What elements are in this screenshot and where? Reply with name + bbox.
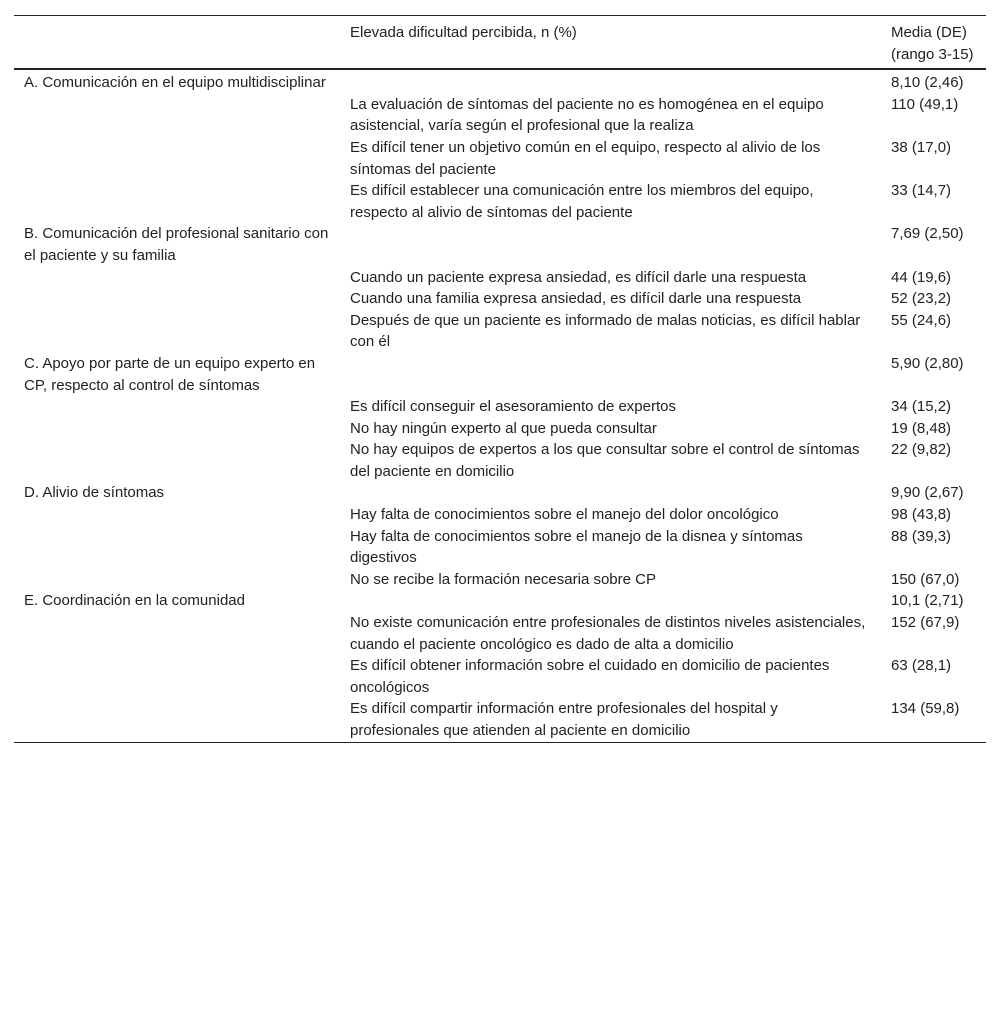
item-count-value: 52 (23,2) xyxy=(891,290,952,308)
item-empty xyxy=(14,526,340,569)
item-count-value: 33 (14,7) xyxy=(891,182,952,200)
item-text: No hay ningún experto al que pueda consultar xyxy=(350,419,657,437)
table-container xyxy=(14,15,986,743)
section-row xyxy=(14,69,986,94)
item-count-value: 34 (15,2) xyxy=(891,398,952,416)
item-empty xyxy=(14,267,340,289)
item-row xyxy=(14,94,986,137)
item-row xyxy=(14,698,986,742)
item-empty xyxy=(14,418,340,440)
item-row xyxy=(14,418,986,440)
section-row xyxy=(14,590,986,612)
item-count-value: 152 (67,9) xyxy=(891,614,960,632)
section-label: D. Alivio de síntomas xyxy=(24,484,165,502)
section-mean-value: 5,90 (2,80) xyxy=(891,354,964,372)
section-label: C. Apoyo por parte de un equipo experto en CP, respecto al control de síntomas xyxy=(24,354,316,394)
section-row xyxy=(14,482,986,504)
section-label: B. Comunicación del profesional sanitario con el paciente y su familia xyxy=(24,225,329,264)
item-text: Es difícil tener un objetivo común en el equipo, respecto al alivio de los síntomas del paciente xyxy=(350,138,821,178)
item-empty xyxy=(14,504,340,526)
item-row xyxy=(14,655,986,698)
header-mean: Media (DE) (rango 3-15) xyxy=(891,24,974,63)
item-count-value: 150 (67,0) xyxy=(891,570,960,588)
header-empty xyxy=(14,16,340,70)
section-row xyxy=(14,223,986,266)
item-row xyxy=(14,310,986,353)
item-text: No existe comunicación entre profesionales de distintos niveles asistenciales, cuando el paciente oncológico es dado de alta a domicilio xyxy=(350,614,866,653)
item-row xyxy=(14,137,986,180)
item-row xyxy=(14,504,986,526)
item-text: Cuando una familia expresa ansiedad, es difícil darle una respuesta xyxy=(350,290,802,308)
item-text: Hay falta de conocimientos sobre el manejo del dolor oncológico xyxy=(350,506,779,524)
item-count-value: 38 (17,0) xyxy=(891,138,952,156)
header-row xyxy=(14,16,986,70)
item-text: Es difícil establecer una comunicación entre los miembros del equipo, respecto al alivio de síntomas del paciente xyxy=(350,182,814,221)
item-empty xyxy=(14,94,340,137)
section-empty xyxy=(340,590,881,612)
item-count-value: 88 (39,3) xyxy=(891,527,952,545)
item-empty xyxy=(14,698,340,742)
item-count-value: 63 (28,1) xyxy=(891,657,952,675)
section-empty xyxy=(340,69,881,94)
item-empty xyxy=(14,137,340,180)
section-row xyxy=(14,353,986,396)
item-row xyxy=(14,180,986,223)
item-text: No hay equipos de expertos a los que consultar sobre el control de síntomas del paciente en domicilio xyxy=(350,441,860,480)
item-count-value: 110 (49,1) xyxy=(891,95,959,113)
item-row xyxy=(14,612,986,655)
section-empty xyxy=(340,223,881,266)
item-row xyxy=(14,569,986,591)
table-header xyxy=(14,16,986,70)
item-text: Es difícil obtener información sobre el cuidado en domicilio de pacientes oncológicos xyxy=(350,657,830,696)
item-row xyxy=(14,288,986,310)
item-empty xyxy=(14,655,340,698)
item-empty xyxy=(14,180,340,223)
section-empty xyxy=(340,482,881,504)
item-row xyxy=(14,526,986,569)
item-empty xyxy=(14,288,340,310)
section-mean-value: 7,69 (2,50) xyxy=(891,225,964,243)
item-text: Hay falta de conocimientos sobre el manejo de la disnea y síntomas digestivos xyxy=(350,527,803,567)
item-text: Es difícil conseguir el asesoramiento de expertos xyxy=(350,398,677,416)
item-empty xyxy=(14,439,340,482)
item-empty xyxy=(14,310,340,353)
item-count-value: 22 (9,82) xyxy=(891,441,952,459)
table-body xyxy=(14,69,986,742)
item-count-value: 19 (8,48) xyxy=(891,419,952,437)
section-label: E. Coordinación en la comunidad xyxy=(24,592,245,610)
section-mean-value: 9,90 (2,67) xyxy=(891,484,964,502)
item-count-value: 55 (24,6) xyxy=(891,311,952,329)
item-text: Cuando un paciente expresa ansiedad, es difícil darle una respuesta xyxy=(350,268,807,286)
item-count-value: 44 (19,6) xyxy=(891,268,952,286)
header-difficulty: Elevada dificultad percibida, n (%) xyxy=(350,24,577,41)
item-row xyxy=(14,267,986,289)
item-text: No se recibe la formación necesaria sobre CP xyxy=(350,570,656,588)
item-text: Es difícil compartir información entre profesionales del hospital y profesionales que atienden al paciente en domicilio xyxy=(350,700,778,739)
item-text: La evaluación de síntomas del paciente no es homogénea en el equipo asistencial, varía según el profesional que la realiza xyxy=(350,95,824,135)
item-row xyxy=(14,396,986,418)
difficulty-table xyxy=(14,15,986,743)
item-count-value: 98 (43,8) xyxy=(891,506,952,524)
item-text: Después de que un paciente es informado de malas noticias, es difícil hablar con él xyxy=(350,311,861,351)
item-empty xyxy=(14,612,340,655)
section-empty xyxy=(340,353,881,396)
item-empty xyxy=(14,569,340,591)
section-mean-value: 10,1 (2,71) xyxy=(891,592,964,610)
item-row xyxy=(14,439,986,482)
section-label: A. Comunicación en el equipo multidisciplinar xyxy=(24,74,326,92)
item-empty xyxy=(14,396,340,418)
item-count-value: 134 (59,8) xyxy=(891,700,960,718)
section-mean-value: 8,10 (2,46) xyxy=(891,74,964,92)
